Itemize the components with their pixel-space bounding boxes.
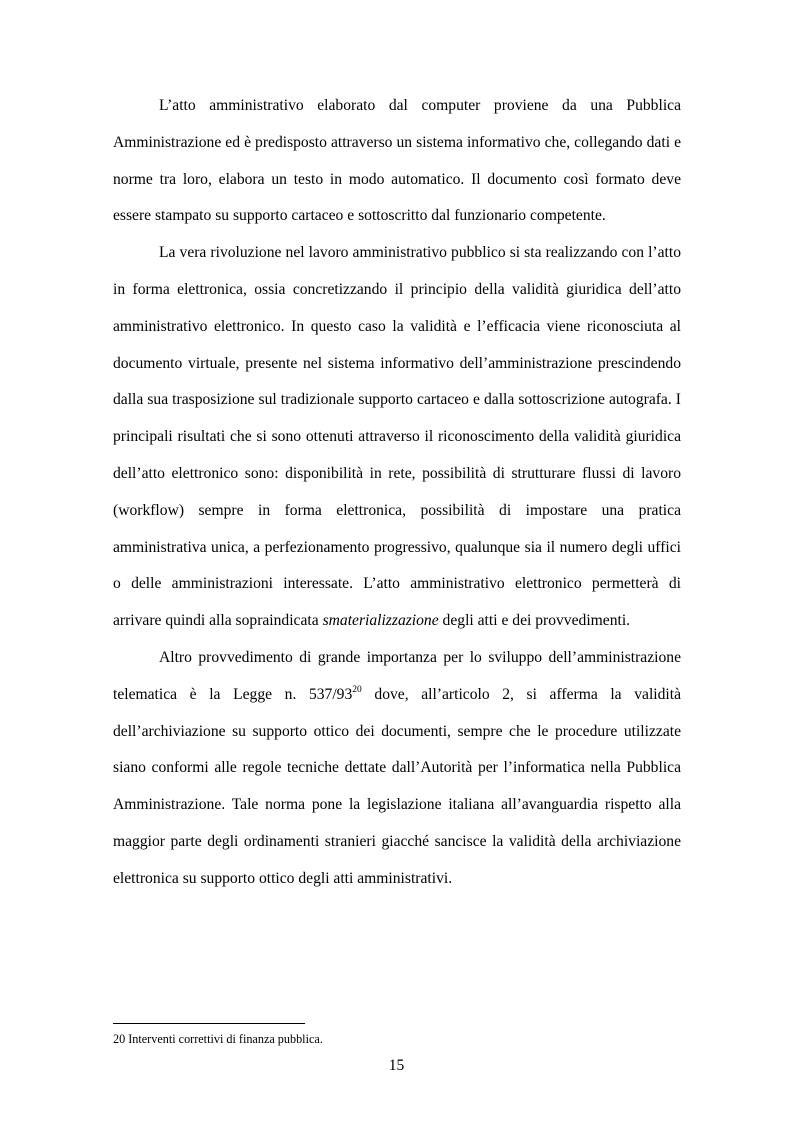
paragraph-2 [113, 235, 681, 640]
paragraph-1: L’atto amministrativo elaborato dal computer proviene da una Pubblica Amministrazione ed è predisposto attraverso un sistema informativo che, collegando dati e norme tra loro, elabora un testo in modo automatico. Il documento così formato deve essere stampato su supporto cartaceo e sottoscritto dal funzionario competente. [113, 97, 681, 225]
paragraph-3 [113, 640, 681, 898]
page-number: 15 [388, 1057, 405, 1074]
paragraph-2-text-after: degli atti e dei provvedimenti. [438, 612, 631, 630]
page-body [113, 88, 681, 898]
footnote-divider [113, 1023, 305, 1024]
emphasis-smaterializzazione: smaterializzazione [322, 612, 439, 630]
paragraph-2-text-before: La vera rivoluzione nel lavoro amministrativo pubblico si sta realizzando con l’atto in forma elettronica, ossia concretizzando il principio della validità giuridica dell’atto amministrativo elettronico. In questo caso la validità e l’efficacia viene riconosciuta al documento virtuale, presente nel sistema informativo dell’amministrazione prescindendo dalla sua trasposizione sul tradizionale supporto cartaceo e dalla sottoscrizione autografa. I principali risultati che si sono ottenuti attraverso il riconoscimento della validità giuridica dell’atto elettronico sono: disponibilità in rete, possibilità di strutturare flussi di lavoro (workflow) sempre in forma elettronica, possibilità di impostare una pratica amministrativa unica, a perfezionamento progressivo, qualunque sia il numero degli uffici o delle amministrazioni interessate. L’atto amministrativo elettronico permetterà di arrivare quindi alla sopraindicata [113, 244, 681, 630]
footnote: 20 Interventi correttivi di finanza pubblica. [113, 1032, 323, 1046]
paragraph-3-text-before: Altro provvedimento di grande importanza per lo sviluppo dell’amministrazione telematica è la Legge n. 537/93 [113, 648, 681, 703]
paragraph-3-text-after: dove, all’articolo 2, si afferma la validità dell’archiviazione su supporto ottico dei documenti, sempre che le procedure utilizzate siano conformi alle regole tecniche dettate dall’Autorità per l’informatica nella Pubblica Amministrazione. Tale norma pone la legislazione italiana all’avanguardia rispetto alla maggior parte degli ordinamenti stranieri giacché sancisce la validità della archiviazione elettronica su supporto ottico degli atti amministrativi. [113, 685, 681, 887]
footnote-reference: 20 [352, 684, 362, 695]
